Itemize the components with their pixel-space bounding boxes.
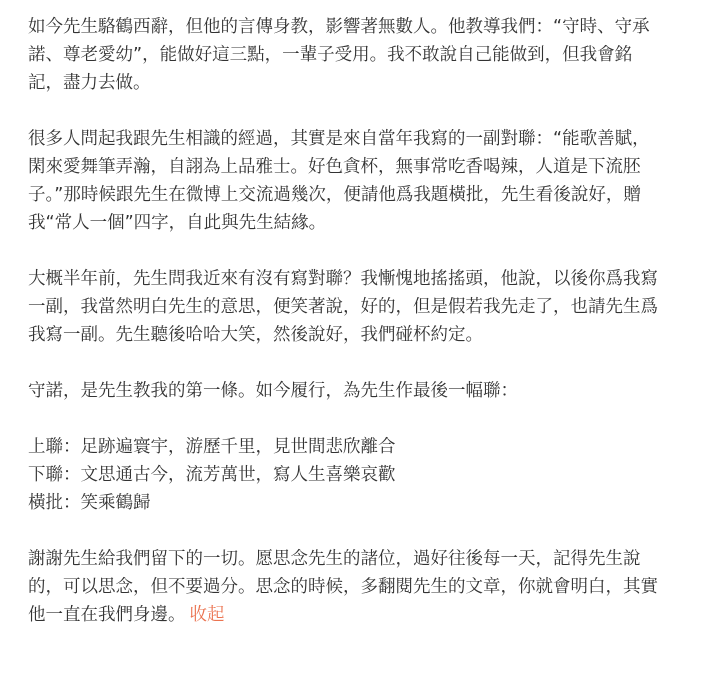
paragraph-keeping-promise: 守諾，是先生教我的第一條。如今履行，為先生作最後一幅聯： bbox=[28, 381, 518, 401]
couplet-horizontal-scroll: 橫批：笑乘鶴歸 bbox=[28, 493, 151, 513]
paragraph-how-we-met: 很多人問起我跟先生相識的經過，其實是來自當年我寫的一副對聯：“能歌善賦， 閑來愛舞筆弄瀚，自詡為上品雅士。好色貪杯，無事常吃香喝辣，人道是下流胚 子。”那時候跟先生在微博上交流過幾次，便請他爲我題橫批，先生看後說好，贈 我“常人一個”四字，自此與先生結緣。 bbox=[28, 129, 650, 233]
couplet bbox=[28, 433, 707, 517]
collapse-link[interactable]: 收起 bbox=[189, 605, 225, 625]
paragraph-legacy: 如今先生駱鶴西辭，但他的言傳身教，影響著無數人。他教導我們：“守時、守承 諾、尊老愛幼”，能做好這三點，一輩子受用。我不敢說自己能做到，但我會銘 記，盡力去做。 bbox=[28, 17, 650, 93]
paragraph-promise: 大概半年前，先生問我近來有沒有寫對聯？我慚愧地搖搖頭，他說，以後你爲我寫 一副，我當然明白先生的意思，便笑著說，好的，但是假若我先走了，也請先生爲 我寫一副。先生聽後哈哈大笑，然後說好，我們碰杯約定。 bbox=[28, 269, 658, 345]
paragraph-closing bbox=[28, 545, 707, 629]
couplet-upper-line: 上聯：足跡遍寰宇，游歷千里，見世間悲欣離合 bbox=[28, 437, 396, 457]
couplet-lower-line: 下聯：文思通古今，流芳萬世，寫人生喜樂哀歡 bbox=[28, 465, 396, 485]
closing-text: 謝謝先生給我們留下的一切。愿思念先生的諸位，過好往後每一天，記得先生說 的，可以思念，但不要過分。思念的時候，多翻閱先生的文章，你就會明白，其實 他一直在我們身邊。 bbox=[28, 549, 658, 625]
